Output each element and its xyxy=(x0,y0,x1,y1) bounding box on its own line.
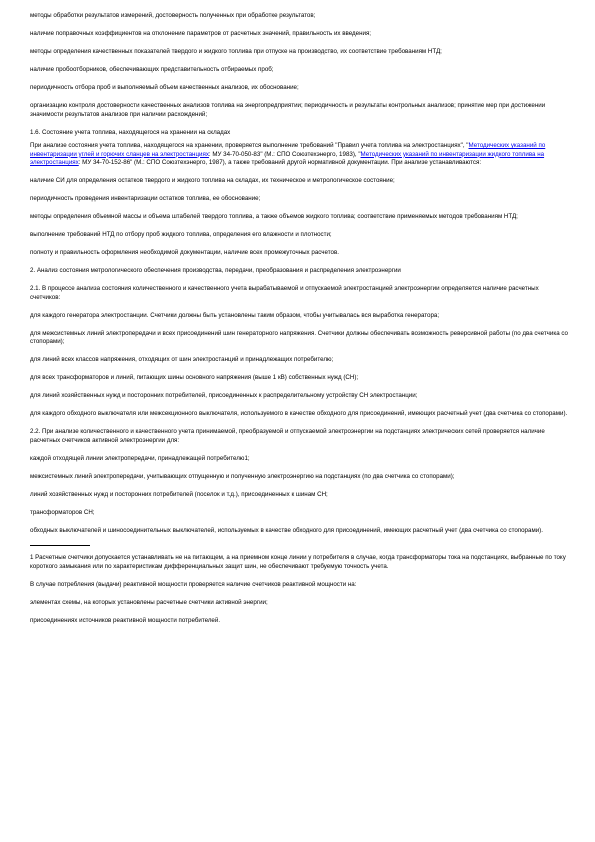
footnote-separator xyxy=(30,545,90,546)
paragraph: наличие поправочных коэффициентов на отклонение параметров от расчетных значений, правильность их введения; xyxy=(30,29,372,37)
paragraph: для каждого генератора электростанции. Счетчики должны быть установлены таким образом, чтобы учитывалась вся выработка генератора; xyxy=(30,311,440,319)
paragraph: для всех трансформаторов и линий, питающих шины основного напряжения (выше 1 кВ) собственных нужд (СН); xyxy=(30,374,359,382)
paragraph-with-links xyxy=(30,142,570,168)
section-heading: 1.6. Состояние учета топлива, находящегося на хранении на складах xyxy=(30,128,231,136)
paragraph: методы обработки результатов измерений, достоверность полученных при обработке результатов; xyxy=(30,12,316,19)
paragraph: выполнение требований НТД по отбору проб жидкого топлива, определения его влажности и плотности; xyxy=(30,231,332,239)
paragraph: для линий всех классов напряжения, отходящих от шин электростанций и принадлежащих потребителю; xyxy=(30,356,334,364)
paragraph: элементах схемы, на которых установлены расчетные счетчики активной энергии; xyxy=(30,598,268,606)
paragraph: 2.2. При анализе количественного и качественного учета принимаемой, преобразуемой и отпускаемой электроэнергии на подстанциях электрических сетей проверяется наличие расчетных счетчиков активной электроэнергии для: xyxy=(30,428,545,444)
paragraph: периодичность отбора проб и выполняемый объем качественных анализов, их обоснование; xyxy=(30,83,299,91)
paragraph: каждой отходящей линии электропередачи, принадлежащей потребителю1; xyxy=(30,454,250,462)
paragraph: для каждого обходного выключателя или межсекционного выключателя, используемого в качестве обходного для присоединений, имеющих расчетный учет (два счетчика со стопорами). xyxy=(30,410,568,418)
paragraph: присоединениях источников реактивной мощности потребителей. xyxy=(30,616,221,624)
paragraph: обходных выключателей и шиносоединительных выключателей, используемых в качестве обходного для присоединений, имеющих расчетный учет (два счетчика со стопорами). xyxy=(30,526,543,534)
paragraph: межсистемных линий электропередачи, учитывающих отпущенную и полученную электроэнергию на подстанциях (по два счетчика со стопорами); xyxy=(30,472,455,480)
paragraph: наличие СИ для определения остатков твердого и жидкого топлива на складах, их техническое и метрологическое состояние; xyxy=(30,177,395,185)
section-heading: 2. Анализ состояния метрологического обеспечения производства, передачи, преобразования и распределения электроэнергии xyxy=(30,267,401,275)
paragraph: организацию контроля достоверности качественных анализов топлива на энергопредприятии; периодичность и результаты контрольных анализов; принятие мер при достижении значимости результатов анализов при наличии расхождений; xyxy=(30,101,546,118)
paragraph: В случае потребления (выдачи) реактивной мощности проверяется наличие счетчиков реактивной мощности на: xyxy=(30,580,357,588)
paragraph: методы определения качественных показателей твердого и жидкого топлива при отпуске на производство, их соответствие требованиям НТД; xyxy=(30,47,442,55)
paragraph: линий хозяйственных нужд и посторонних потребителей (поселок и т.д.), присоединенных к шинам СН; xyxy=(30,490,328,498)
paragraph: для линий хозяйственных нужд и посторонних потребителей, присоединенных к распределительному устройству СН электростанции; xyxy=(30,392,418,400)
link-coal-inventory-guidelines[interactable]: Методических указаний по инвентаризации углей и горючих сланцев на электростанциях xyxy=(30,142,546,158)
paragraph: 2.1. В процессе анализа состояния количественного и качественного учета вырабатываемой и отпускаемой электростанцией электроэнергии определяется наличие расчетных счетчиков: xyxy=(30,285,539,301)
paragraph: наличие пробоотборников, обеспечивающих представительность отбираемых проб; xyxy=(30,65,274,73)
document-page xyxy=(30,12,570,635)
footnote: 1 Расчетные счетчики допускается устанавливать не на питающем, а на приемном конце линии у потребителя в случае, когда трансформаторы тока на подстанциях, выбранные по току короткого замыкания или по характеристикам дифференциальных защит шин, не обеспечивают требуемую точность учета. xyxy=(30,554,566,570)
paragraph: периодичность проведения инвентаризации остатков топлива, ее обоснование; xyxy=(30,195,261,203)
link-liquid-fuel-inventory-guidelines[interactable]: Методических указаний по инвентаризации жидкого топлива на электростанциях xyxy=(30,150,545,167)
text: : МУ 34-70-152-86" (М.: СПО Союзтехэнерго, 1987), а также требований другой нормативной документации. При анализе устанавливаются: xyxy=(78,159,482,167)
text: При анализе состояния учета топлива, находящегося на хранении, проверяется выполнение требований "Правил учета топлива на электростанциях", " xyxy=(30,142,469,150)
paragraph: трансформаторов СН; xyxy=(30,508,95,516)
paragraph: методы определения объемной массы и объема штабелей твердого топлива, а также объемов жидкого топлива; соответствие применяемых методов требованиям НТД; xyxy=(30,213,518,221)
text: : МУ 34-70-050-83" (М.: СПО Союзтехэнерго, 1983), " xyxy=(208,150,361,158)
paragraph: для межсистемных линий электропередачи и всех присоединений шин генераторного напряжения. Счетчики должны обеспечивать возможность реверсивной работы (по два счетчика со стопорами); xyxy=(30,329,568,346)
paragraph: полноту и правильность оформления необходимой документации, наличие всех промежуточных расчетов. xyxy=(30,249,339,257)
